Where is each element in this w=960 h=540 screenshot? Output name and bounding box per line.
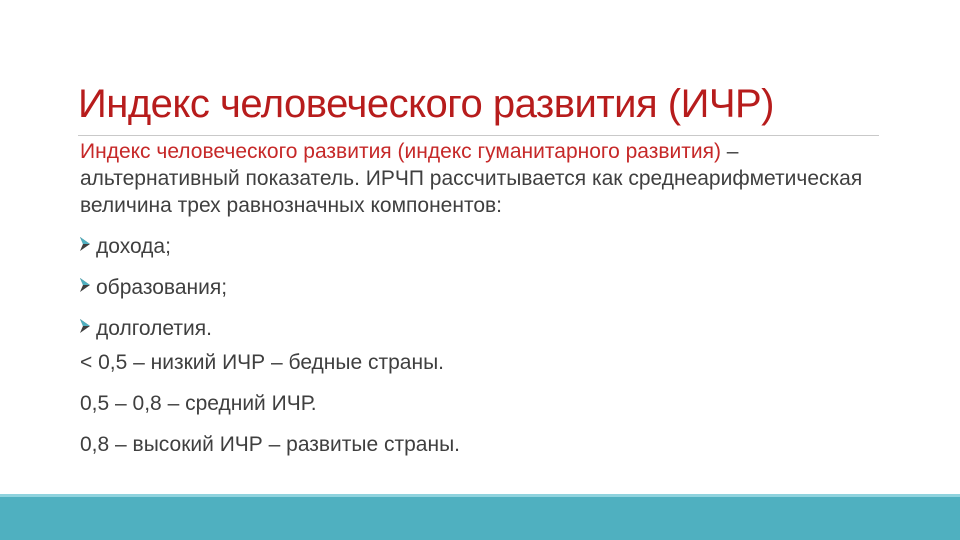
hdi-level-low: < 0,5 – низкий ИЧР – бедные страны. — [80, 351, 444, 374]
arrow-bullet-icon — [76, 276, 94, 294]
title-divider — [78, 135, 879, 136]
hdi-levels-list — [80, 345, 460, 468]
list-item-text: образования; — [96, 275, 228, 299]
list-item-text: долголетия. — [96, 316, 212, 340]
arrow-bullet-icon — [76, 235, 94, 253]
footer-bar — [0, 497, 960, 540]
list-item — [76, 267, 227, 308]
intro-paragraph — [80, 138, 880, 219]
hdi-level-high: 0,8 – высокий ИЧР – развитые страны. — [80, 433, 460, 456]
intro-lead: Индекс человеческого развития (индекс гуманитарного развития) — [80, 140, 721, 163]
hdi-level-medium: 0,5 – 0,8 – средний ИЧР. — [80, 392, 317, 415]
component-list — [76, 226, 227, 349]
list-item — [76, 226, 227, 267]
intro-rest: – альтернативный показатель. ИРЧП рассчитывается как среднеарифметическая величина трех равнозначных компонентов: — [80, 140, 863, 217]
list-item-text: дохода; — [96, 234, 171, 258]
slide-title: Индекс человеческого развития (ИЧР) — [78, 82, 774, 126]
list-item — [76, 308, 227, 349]
arrow-bullet-icon — [76, 317, 94, 335]
